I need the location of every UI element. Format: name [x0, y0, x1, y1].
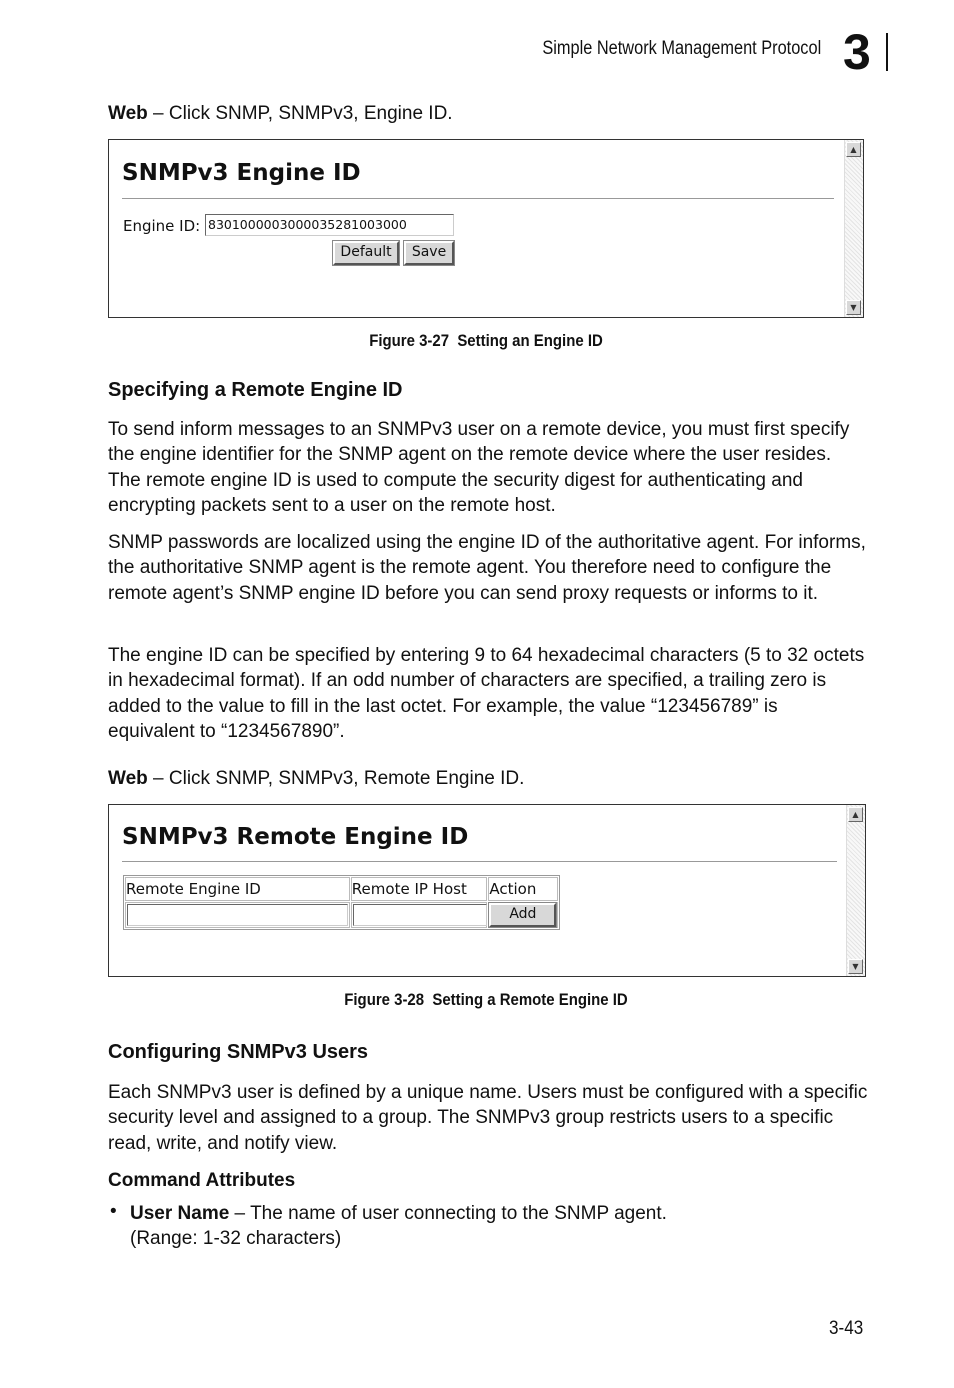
web-instruction-engine-id — [108, 101, 868, 126]
bullet-icon: • — [110, 1201, 117, 1222]
command-attributes-heading: Command Attributes — [108, 1170, 296, 1191]
web-instruction-text: – Click SNMP, SNMPv3, Engine ID. — [147, 103, 453, 124]
attribute-description: – The name of user connecting to the SNMP agent. — [229, 1203, 667, 1224]
column-header-remote-engine-id: Remote Engine ID — [125, 877, 350, 901]
chapter-divider — [886, 33, 888, 71]
attribute-term: User Name — [130, 1203, 230, 1224]
scroll-up-arrow-icon[interactable]: ▲ — [846, 142, 861, 157]
web-label: Web — [108, 103, 148, 124]
remote-ip-host-cell — [351, 902, 488, 928]
web-label: Web — [108, 768, 148, 789]
table-header-row — [125, 877, 558, 901]
remote-engine-id-screenshot — [108, 804, 866, 977]
chapter-number: 3 — [843, 24, 870, 80]
remote-engine-heading: Specifying a Remote Engine ID — [108, 379, 403, 401]
engine-id-input[interactable]: 8301000003000035281003000 — [205, 214, 454, 236]
remote-paragraph-2: SNMP passwords are localized using the engine ID of the authoritative agent. For informs, the authoritative SNMP agent is the remote agent. You therefore need to configure the remote agent’s SNMP engine ID before you can send proxy requests or informs to it. — [108, 532, 866, 604]
remote-paragraph-1: To send inform messages to an SNMPv3 user on a remote device, you must first specify the engine identifier for the SNMP agent on the remote device where the user resides. The remote engine ID is used to compute the security digest for authenticating and encrypting packets sent to a user on the remote host. — [108, 419, 850, 516]
default-button[interactable]: Default — [333, 241, 399, 265]
attribute-range: (Range: 1-32 characters) — [130, 1228, 342, 1250]
column-header-action: Action — [488, 877, 558, 901]
user-name-attribute — [130, 1201, 870, 1252]
panel-title: SNMPv3 Remote Engine ID — [122, 824, 469, 850]
scroll-up-arrow-icon[interactable]: ▲ — [848, 807, 863, 822]
remote-engine-table — [123, 875, 560, 930]
remote-paragraph-3: The engine ID can be specified by entering 9 to 64 hexadecimal characters (5 to 32 octets in hexadecimal format). If an odd number of characters are specified, a trailing zero is added to the value to fill in the last octet. For example, the value “123456789” is equivalent to “1234567890”. — [108, 645, 865, 742]
save-button[interactable]: Save — [404, 241, 454, 265]
engine-id-screenshot — [108, 139, 864, 318]
remote-ip-host-input[interactable] — [353, 904, 487, 926]
figure-27-caption: Figure 3-27 Setting an Engine ID — [369, 331, 603, 350]
engine-id-label: Engine ID: — [123, 217, 201, 235]
scroll-down-arrow-icon[interactable]: ▼ — [848, 959, 863, 974]
figure-28-caption: Figure 3-28 Setting a Remote Engine ID — [344, 990, 628, 1009]
remote-engine-id-cell — [125, 902, 350, 928]
panel-title: SNMPv3 Engine ID — [122, 160, 361, 186]
web-instruction-remote-engine — [108, 766, 868, 791]
vertical-scrollbar[interactable] — [844, 140, 863, 317]
users-paragraph: Each SNMPv3 user is defined by a unique name. Users must be configured with a specific security level and assigned to a group. The SNMPv3 group restricts users to a specific read, write, and notify view. — [108, 1082, 868, 1154]
snmpv3-users-heading: Configuring SNMPv3 Users — [108, 1041, 369, 1063]
action-cell — [488, 902, 558, 928]
table-row — [125, 902, 558, 928]
page-number: 3-43 — [829, 1318, 864, 1339]
title-divider — [122, 198, 834, 200]
title-divider — [122, 861, 837, 863]
running-header-title: Simple Network Management Protocol — [542, 38, 821, 59]
add-button[interactable]: Add — [489, 903, 556, 927]
remote-engine-id-input[interactable] — [127, 904, 348, 926]
scroll-down-arrow-icon[interactable]: ▼ — [846, 300, 861, 315]
web-instruction-text: – Click SNMP, SNMPv3, Remote Engine ID. — [147, 768, 525, 789]
vertical-scrollbar[interactable] — [846, 805, 865, 976]
column-header-remote-ip-host: Remote IP Host — [351, 877, 488, 901]
